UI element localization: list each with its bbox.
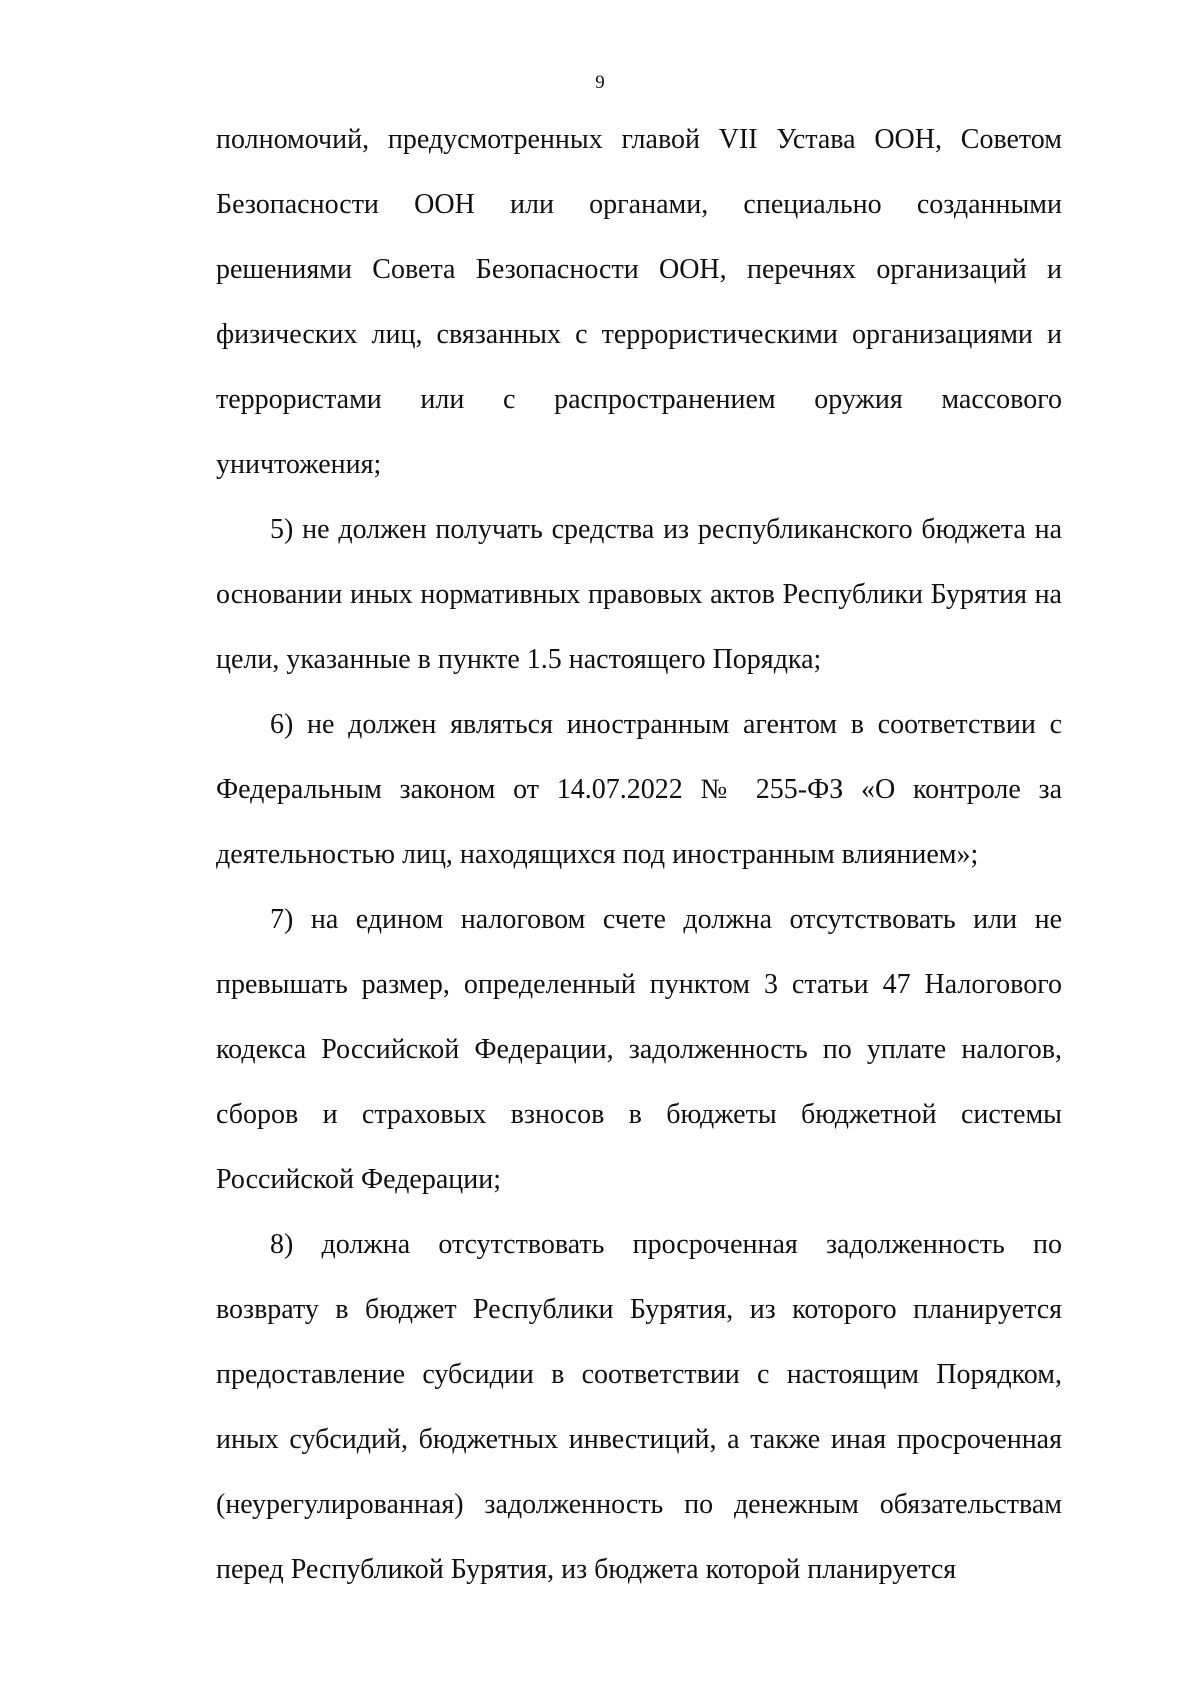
paragraph-item-6: 6) не должен являться иностранным агентом в соответствии с Федеральным законом от 14.07.2022 № 255-ФЗ «О контроле за деятельностью лиц, находящихся под иностранным влиянием»; <box>216 709 1062 870</box>
paragraph-item-8: 8) должна отсутствовать просроченная задолженность по возврату в бюджет Республики Бурятия, из которого планируется предоставление субсидии в соответствии с настоящим Порядком, иных субсидий, бюджетных инвестиций, а также иная просроченная (неурегулированная) задолженность по денежным обязательствам перед Республикой Бурятия, из бюджета которой планируется <box>216 1229 1062 1585</box>
page-number: 9 <box>595 72 605 93</box>
document-body <box>216 107 1062 1602</box>
paragraph-item-7: 7) на едином налоговом счете должна отсутствовать или не превышать размер, определенный пунктом 3 статьи 47 Налогового кодекса Российской Федерации, задолженность по уплате налогов, сборов и страховых взносов в бюджеты бюджетной системы Российской Федерации; <box>216 904 1062 1195</box>
paragraph-continuation: полномочий, предусмотренных главой VII Устава ООН, Советом Безопасности ООН или органами, специально созданными решениями Совета Безопасности ООН, перечнях организаций и физических лиц, связанных с террористическими организациями и террористами или с распространением оружия массового уничтожения; <box>216 124 1062 480</box>
paragraph-item-5: 5) не должен получать средства из республиканского бюджета на основании иных нормативных правовых актов Республики Бурятия на цели, указанные в пункте 1.5 настоящего Порядка; <box>216 514 1062 675</box>
